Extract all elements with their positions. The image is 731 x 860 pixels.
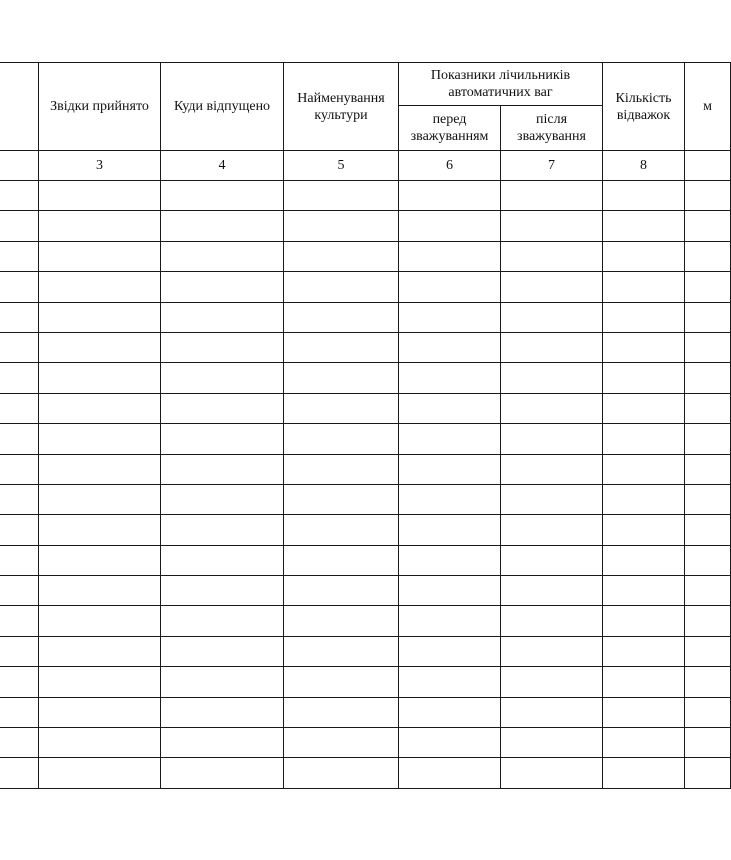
table-cell	[284, 606, 399, 636]
header-released-to: Куди відпущено	[161, 63, 284, 151]
table-cell	[39, 667, 161, 697]
table-cell	[603, 606, 685, 636]
table-cell	[685, 636, 731, 666]
table-cell	[501, 302, 603, 332]
table-cell	[0, 545, 39, 575]
table-cell	[39, 606, 161, 636]
table-cell	[603, 241, 685, 271]
header-crop-name: Найменування культури	[284, 63, 399, 151]
table-cell	[161, 181, 284, 211]
header-col-9-cut: м	[685, 63, 731, 151]
table-row	[0, 636, 731, 666]
table-cell	[501, 545, 603, 575]
table-cell	[603, 576, 685, 606]
table-cell	[39, 241, 161, 271]
table-cell	[0, 454, 39, 484]
header-before-weighing: перед зважуванням	[399, 106, 501, 151]
table-cell	[603, 181, 685, 211]
table-cell	[161, 697, 284, 727]
table-row	[0, 332, 731, 362]
table-cell	[501, 667, 603, 697]
table-row	[0, 424, 731, 454]
table-cell	[685, 211, 731, 241]
table-cell	[284, 302, 399, 332]
table-cell	[0, 606, 39, 636]
table-cell	[161, 393, 284, 423]
table-cell	[0, 272, 39, 302]
table-cell	[501, 272, 603, 302]
table-row	[0, 758, 731, 788]
table-cell	[399, 484, 501, 514]
table-cell	[603, 302, 685, 332]
header-scale-counter-readings: Показники лічильників автоматичних ваг	[399, 63, 603, 106]
table-cell	[161, 576, 284, 606]
table-cell	[399, 363, 501, 393]
table-cell	[603, 758, 685, 788]
table-cell	[603, 697, 685, 727]
table-cell	[603, 272, 685, 302]
table-row	[0, 454, 731, 484]
table-cell	[501, 211, 603, 241]
table-cell	[685, 302, 731, 332]
table-cell	[161, 211, 284, 241]
table-cell	[685, 606, 731, 636]
weighing-register-table	[0, 62, 731, 789]
table-cell	[399, 302, 501, 332]
table-cell	[0, 576, 39, 606]
table-cell	[161, 454, 284, 484]
table-cell	[0, 484, 39, 514]
column-number-cell	[685, 151, 731, 181]
table-cell	[0, 636, 39, 666]
table-cell	[284, 424, 399, 454]
table-cell	[685, 728, 731, 758]
table-cell	[603, 667, 685, 697]
table-cell	[399, 758, 501, 788]
column-number-cell: 7	[501, 151, 603, 181]
table-cell	[0, 211, 39, 241]
table-cell	[39, 302, 161, 332]
table-cell	[603, 484, 685, 514]
table-cell	[0, 667, 39, 697]
table-cell	[501, 697, 603, 727]
table-cell	[603, 424, 685, 454]
header-after-weighing: після зважування	[501, 106, 603, 151]
table-cell	[284, 515, 399, 545]
table-cell	[284, 454, 399, 484]
table-cell	[284, 211, 399, 241]
table-row	[0, 697, 731, 727]
table-cell	[39, 636, 161, 666]
table-cell	[284, 667, 399, 697]
table-cell	[399, 606, 501, 636]
table-cell	[0, 424, 39, 454]
table-cell	[39, 728, 161, 758]
table-cell	[501, 393, 603, 423]
table-cell	[399, 697, 501, 727]
table-cell	[685, 697, 731, 727]
table-cell	[284, 545, 399, 575]
table-cell	[399, 272, 501, 302]
table-cell	[399, 667, 501, 697]
table-cell	[399, 241, 501, 271]
table-row	[0, 545, 731, 575]
table-cell	[685, 363, 731, 393]
table-cell	[399, 545, 501, 575]
table-cell	[0, 241, 39, 271]
table-cell	[685, 515, 731, 545]
column-number-cell: 3	[39, 151, 161, 181]
table-cell	[685, 484, 731, 514]
table-cell	[39, 181, 161, 211]
table-row	[0, 302, 731, 332]
table-cell	[161, 424, 284, 454]
table-cell	[0, 728, 39, 758]
table-row	[0, 667, 731, 697]
table-cell	[39, 454, 161, 484]
table-cell	[603, 393, 685, 423]
table-cell	[39, 332, 161, 362]
table-cell	[284, 181, 399, 211]
table-cell	[284, 363, 399, 393]
table-cell	[399, 393, 501, 423]
table-cell	[161, 363, 284, 393]
table-cell	[284, 241, 399, 271]
table-cell	[399, 728, 501, 758]
table-cell	[39, 545, 161, 575]
table-cell	[501, 363, 603, 393]
table-cell	[161, 667, 284, 697]
table-cell	[161, 515, 284, 545]
table-cell	[284, 758, 399, 788]
table-cell	[501, 606, 603, 636]
table-cell	[501, 576, 603, 606]
table-cell	[161, 545, 284, 575]
table-cell	[284, 697, 399, 727]
table-cell	[399, 454, 501, 484]
table-cell	[161, 728, 284, 758]
table-cell	[39, 393, 161, 423]
table-cell	[284, 332, 399, 362]
header-weighings-count: Кількість відважок	[603, 63, 685, 151]
table-cell	[161, 758, 284, 788]
table-cell	[501, 636, 603, 666]
table-cell	[284, 393, 399, 423]
table-row	[0, 393, 731, 423]
table-cell	[284, 636, 399, 666]
table-cell	[39, 758, 161, 788]
column-number-cell: 4	[161, 151, 284, 181]
table-cell	[39, 363, 161, 393]
table-cell	[501, 241, 603, 271]
table-cell	[501, 454, 603, 484]
table-cell	[0, 332, 39, 362]
table-cell	[39, 272, 161, 302]
table-cell	[603, 545, 685, 575]
table-cell	[399, 576, 501, 606]
table-cell	[0, 515, 39, 545]
table-cell	[39, 697, 161, 727]
table-cell	[161, 636, 284, 666]
table-cell	[161, 241, 284, 271]
table-row	[0, 363, 731, 393]
table-cell	[0, 181, 39, 211]
table-cell	[399, 332, 501, 362]
table-cell	[161, 272, 284, 302]
table-cell	[685, 576, 731, 606]
table-cell	[501, 424, 603, 454]
table-cell	[161, 606, 284, 636]
column-number-cell: 8	[603, 151, 685, 181]
table-cell	[685, 272, 731, 302]
table-cell	[501, 728, 603, 758]
table-row	[0, 272, 731, 302]
table-cell	[399, 636, 501, 666]
table-cell	[0, 697, 39, 727]
table-cell	[0, 363, 39, 393]
table-cell	[603, 363, 685, 393]
table-cell	[284, 576, 399, 606]
table-row	[0, 181, 731, 211]
table-cell	[685, 758, 731, 788]
table-row	[0, 241, 731, 271]
table-cell	[161, 332, 284, 362]
table-cell	[0, 302, 39, 332]
table-cell	[161, 484, 284, 514]
table-cell	[685, 454, 731, 484]
column-number-row	[0, 151, 731, 181]
table-cell	[603, 515, 685, 545]
table-cell	[161, 302, 284, 332]
table-cell	[284, 484, 399, 514]
table-cell	[685, 241, 731, 271]
table-cell	[39, 211, 161, 241]
column-number-cell	[0, 151, 39, 181]
table-cell	[39, 484, 161, 514]
table-cell	[685, 332, 731, 362]
table-cell	[399, 424, 501, 454]
table-cell	[603, 636, 685, 666]
column-number-cell: 5	[284, 151, 399, 181]
table-row	[0, 211, 731, 241]
table-row	[0, 606, 731, 636]
table-row	[0, 576, 731, 606]
table-cell	[284, 728, 399, 758]
table-cell	[685, 667, 731, 697]
header-col-2-cut	[0, 63, 39, 151]
table-cell	[399, 181, 501, 211]
table-row	[0, 515, 731, 545]
table-cell	[685, 181, 731, 211]
table-cell	[603, 728, 685, 758]
table-cell	[501, 758, 603, 788]
table-cell	[501, 484, 603, 514]
table-cell	[0, 758, 39, 788]
table-cell	[603, 454, 685, 484]
table-cell	[685, 393, 731, 423]
table-cell	[399, 515, 501, 545]
table-cell	[284, 272, 399, 302]
table-cell	[0, 393, 39, 423]
table-cell	[685, 545, 731, 575]
table-row	[0, 484, 731, 514]
header-received-from: Звідки прийнято	[39, 63, 161, 151]
table-cell	[39, 576, 161, 606]
table-cell	[685, 424, 731, 454]
table-cell	[501, 181, 603, 211]
table-cell	[399, 211, 501, 241]
table-cell	[501, 515, 603, 545]
column-number-cell: 6	[399, 151, 501, 181]
table-cell	[603, 332, 685, 362]
table-row	[0, 728, 731, 758]
table-cell	[39, 515, 161, 545]
table-cell	[39, 424, 161, 454]
table-cell	[501, 332, 603, 362]
table-cell	[603, 211, 685, 241]
